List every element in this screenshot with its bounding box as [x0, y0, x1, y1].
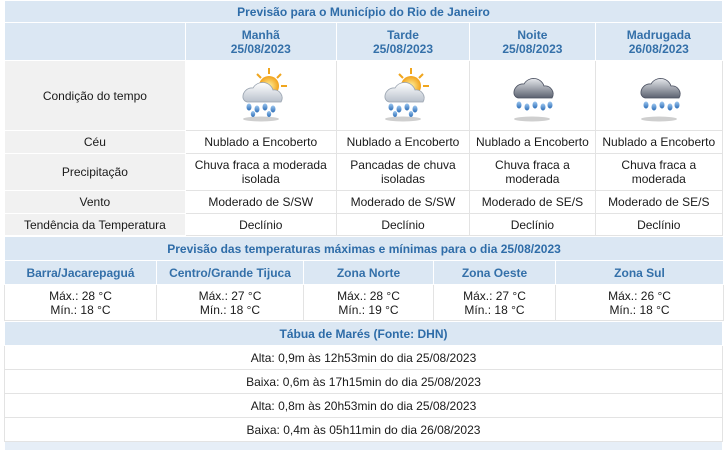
precipitation-cell: Chuva fraca a moderada	[595, 154, 722, 191]
period-name: Tarde	[387, 27, 419, 42]
forecast-table	[4, 0, 723, 236]
footer-band	[5, 442, 723, 451]
row-label: Vento	[5, 191, 186, 214]
tide-row: Alta: 0,9m às 12h53min do dia 25/08/2023	[5, 346, 723, 370]
zone-temps	[304, 285, 434, 321]
precipitation-cell: Chuva fraca a moderada	[470, 154, 595, 191]
wind-cell: Moderado de S/SW	[336, 191, 470, 214]
wind-cell: Moderado de SE/S	[595, 191, 722, 214]
zone-name: Zona Oeste	[434, 261, 556, 285]
period-name: Madrugada	[626, 27, 691, 42]
cloud-rain-night-icon	[500, 64, 564, 124]
zone-temps	[556, 285, 724, 321]
precipitation-cell: Pancadas de chuva isoladas	[336, 154, 470, 191]
zone-temps	[5, 285, 157, 321]
period-header	[470, 23, 595, 61]
max-temp: Máx.: 28 °C	[337, 288, 400, 303]
sky-cell: Nublado a Encoberto	[595, 131, 722, 154]
period-date: 25/08/2023	[372, 41, 434, 56]
period-date: 25/08/2023	[502, 41, 563, 56]
forecast-title: Previsão para o Município do Rio de Janeiro	[5, 1, 723, 23]
row-label: Céu	[5, 131, 186, 154]
period-header	[595, 23, 722, 61]
min-temp: Mín.: 18 °C	[464, 302, 525, 317]
condition-cell	[470, 61, 595, 131]
temp-trend-cell: Declínio	[470, 214, 595, 236]
tides-title: Tábua de Marés (Fonte: DHN)	[5, 322, 723, 346]
min-temp: Mín.: 18 °C	[50, 302, 111, 317]
period-name: Manhã	[241, 27, 280, 42]
temp-trend-cell: Declínio	[185, 214, 336, 236]
row-label: Condição do tempo	[5, 61, 186, 131]
condition-cell	[336, 61, 470, 131]
row-label: Precipitação	[5, 154, 186, 191]
period-date: 25/08/2023	[230, 41, 291, 56]
temperatures-title: Previsão das temperaturas máximas e mínimas para o dia 25/08/2023	[5, 237, 724, 261]
sky-cell: Nublado a Encoberto	[336, 131, 470, 154]
max-temp: Máx.: 26 °C	[608, 288, 671, 303]
cloud-rain-night-icon	[627, 64, 691, 124]
row-label: Tendência da Temperatura	[5, 214, 186, 236]
partly-cloudy-rain-sun-icon	[371, 64, 435, 124]
temperatures-table	[4, 236, 724, 321]
partly-cloudy-rain-sun-icon	[229, 64, 293, 124]
sky-cell: Nublado a Encoberto	[185, 131, 336, 154]
zone-name: Zona Sul	[556, 261, 724, 285]
period-header	[336, 23, 470, 61]
zone-temps	[434, 285, 556, 321]
zone-temps	[157, 285, 304, 321]
periods-corner	[5, 23, 186, 61]
max-temp: Máx.: 28 °C	[49, 288, 112, 303]
precipitation-cell: Chuva fraca a moderada isolada	[185, 154, 336, 191]
period-date: 26/08/2023	[628, 41, 689, 56]
temp-trend-cell: Declínio	[595, 214, 722, 236]
max-temp: Máx.: 27 °C	[198, 288, 262, 303]
tide-row: Alta: 0,8m às 20h53min do dia 25/08/2023	[5, 394, 723, 418]
condition-cell	[595, 61, 722, 131]
tides-table	[4, 321, 723, 451]
wind-cell: Moderado de SE/S	[470, 191, 595, 214]
temp-trend-cell: Declínio	[336, 214, 470, 236]
forecast-panel	[4, 0, 723, 451]
period-header	[185, 23, 336, 61]
condition-cell	[185, 61, 336, 131]
zone-name: Centro/Grande Tijuca	[157, 261, 304, 285]
min-temp: Mín.: 18 °C	[609, 302, 670, 317]
zone-name: Zona Norte	[304, 261, 434, 285]
max-temp: Máx.: 27 °C	[463, 288, 526, 303]
period-name: Noite	[517, 27, 548, 42]
sky-cell: Nublado a Encoberto	[470, 131, 595, 154]
zone-name: Barra/Jacarepaguá	[5, 261, 157, 285]
min-temp: Mín.: 18 °C	[199, 302, 261, 317]
wind-cell: Moderado de S/SW	[185, 191, 336, 214]
min-temp: Mín.: 19 °C	[338, 302, 399, 317]
tide-row: Baixa: 0,6m às 17h15min do dia 25/08/2023	[5, 370, 723, 394]
tide-row: Baixa: 0,4m às 05h11min do dia 26/08/2023	[5, 418, 723, 442]
